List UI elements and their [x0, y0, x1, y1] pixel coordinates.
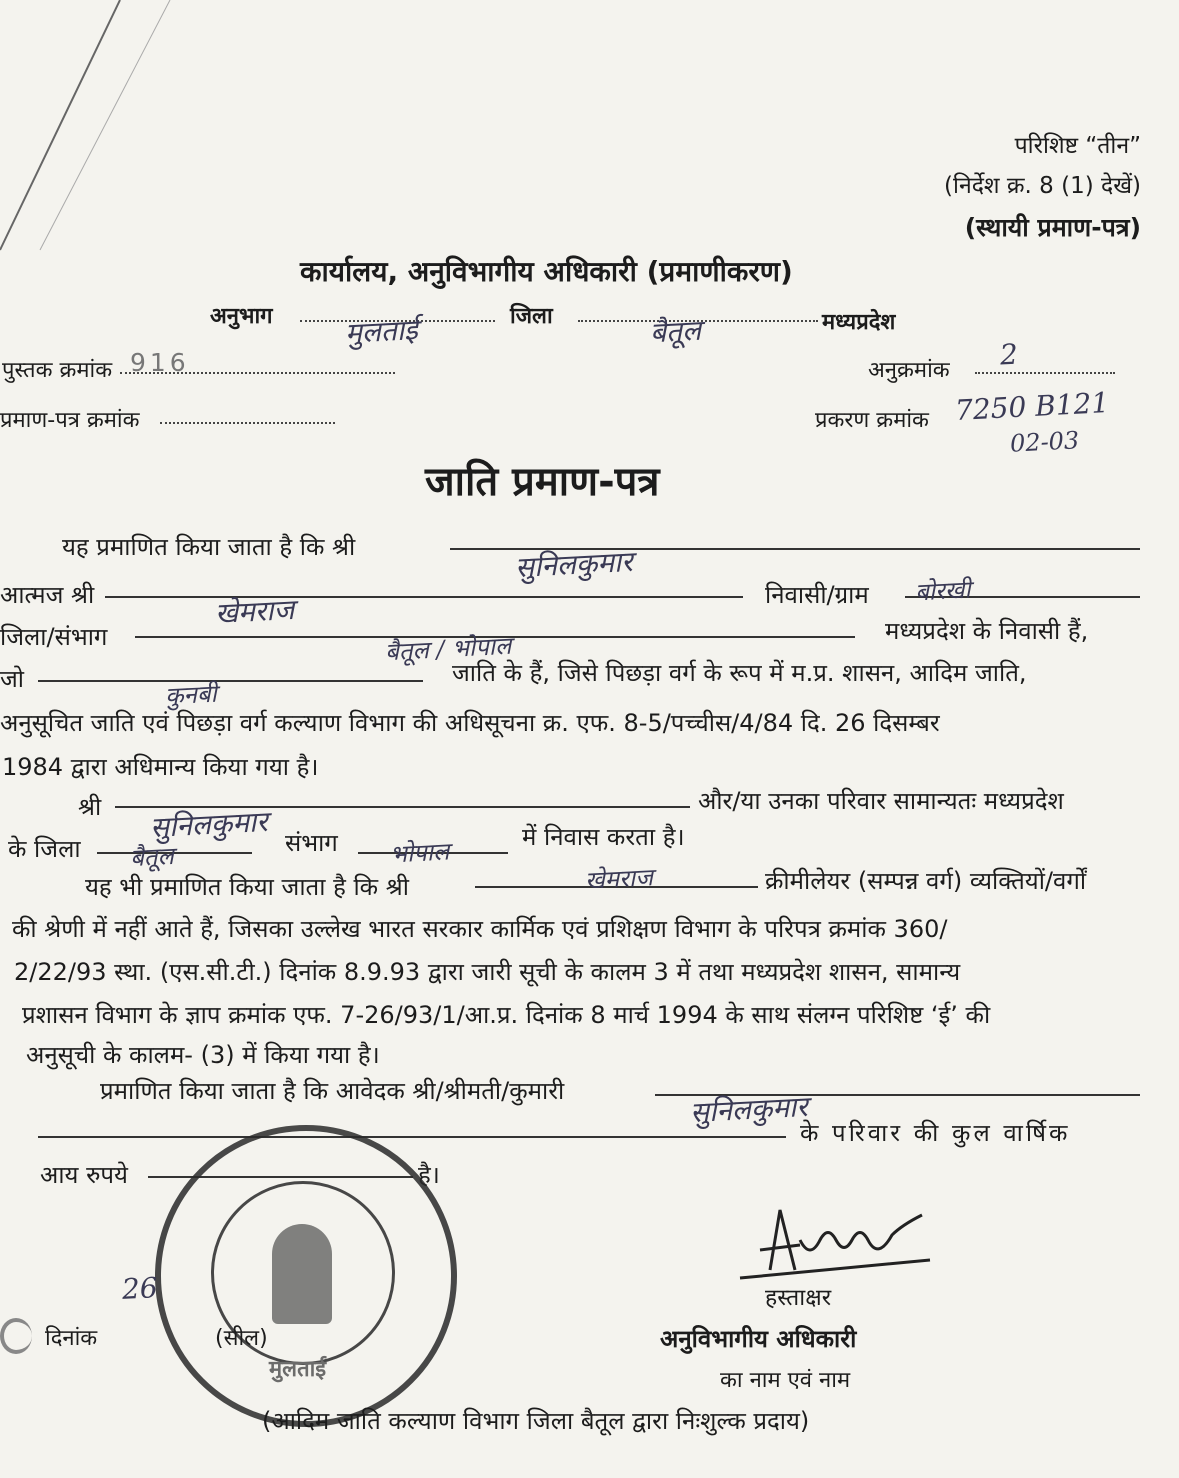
district-division-label: जिला/संभाग — [0, 623, 108, 651]
body-line-9-tail: क्रीमीलेयर (सम्पन्न वर्ग) व्यक्तियों/वर्गों — [765, 867, 1087, 895]
body-line-10: की श्रेणी में नहीं आते हैं, जिसका उल्लेख भारत सरकार कार्मिक एवं प्रशिक्षण विभाग के परिपत्र क्रमांक 360/ — [12, 915, 948, 943]
caste-handwritten: कुनबी — [164, 679, 218, 711]
body-line-4-tail: जाति के हैं, जिसे पिछड़ा वर्ग के रूप में म.प्र. शासन, आदिम जाति, — [452, 659, 1027, 687]
seal-label: (सील) — [215, 1326, 268, 1351]
division-label: संभाग — [285, 829, 338, 857]
body-line-1-text: यह प्रमाणित किया जाता है कि श्री — [62, 533, 356, 561]
case-number-handwritten: 7250 B121 — [954, 385, 1110, 428]
father-name-handwritten-2: खेमराज — [584, 863, 654, 895]
paper-crease-line — [0, 0, 180, 260]
book-number-value: 916 — [130, 348, 190, 377]
date-label: दिनांक — [45, 1326, 98, 1351]
state-label: मध्यप्रदेश — [822, 310, 896, 335]
body-line-6: 1984 द्वारा अधिमान्य किया गया है। — [2, 753, 319, 781]
subdivision-label: अनुभाग — [210, 304, 273, 329]
body-line-9-text: यह भी प्रमाणित किया जाता है कि श्री — [85, 873, 409, 901]
officer-signature — [700, 1200, 980, 1290]
caste-line — [38, 680, 423, 682]
serial-number-handwritten: 2 — [999, 337, 1019, 372]
father-name-line — [105, 596, 743, 598]
certificate-number-label: प्रमाण-पत्र क्रमांक — [0, 408, 140, 433]
certificate-number-dotted-line — [160, 422, 335, 424]
body-line-5: अनुसूचित जाति एवं पिछड़ा वर्ग कल्याण विभाग की अधिसूचना क्र. एफ. 8-5/पच्चीस/4/84 दि. 26 दिसम्बर — [0, 709, 940, 737]
officer-name-label: का नाम एवं नाम — [720, 1368, 851, 1393]
subdivision-handwritten: मुलताई — [344, 313, 419, 350]
case-number-year-handwritten: 02-03 — [1009, 426, 1080, 458]
body-line-12: प्रशासन विभाग के ज्ञाप क्रमांक एफ. 7-26/93/1/आ.प्र. दिनांक 8 मार्च 1994 के साथ संलग्न परिशिष्ट ‘ई’ की — [22, 1001, 991, 1029]
serial-number-label: अनुक्रमांक — [868, 358, 950, 383]
applicant-name-handwritten-3: सुनिलकुमार — [689, 1089, 809, 1130]
signature-label: हस्ताक्षर — [765, 1285, 832, 1311]
body-line-15-tail: के परिवार की कुल वार्षिक — [800, 1119, 1071, 1147]
margin-bracket-icon — [0, 1318, 32, 1354]
appendix-label: परिशिष्ट “तीन” — [1014, 133, 1141, 159]
district-of-label: के जिला — [8, 835, 81, 863]
body-line-7-tail: और/या उनका परिवार सामान्यतः मध्यप्रदेश — [698, 787, 1064, 815]
district-division-handwritten: बैतूल / भोपाल — [384, 631, 512, 667]
father-label: आत्मज श्री — [0, 581, 95, 609]
body-line-11: 2/22/93 स्था. (एस.सी.टी.) दिनांक 8.9.93 द्वारा जारी सूची के कालम 3 में तथा मध्यप्रदेश शासन, सामान्य — [14, 958, 961, 986]
body-line-7-label: श्री — [78, 793, 102, 821]
body-line-14-text: प्रमाणित किया जाता है कि आवेदक श्री/श्रीमती/कुमारी — [100, 1077, 565, 1105]
body-line-3-tail: मध्यप्रदेश के निवासी हैं, — [885, 617, 1089, 645]
income-tail: है। — [418, 1161, 440, 1189]
certificate-type: (स्थायी प्रमाण-पत्र) — [964, 213, 1141, 242]
father-name-handwritten: खेमराज — [214, 592, 295, 631]
seal-place-text: मुलताई — [269, 1357, 327, 1382]
residence-district-line — [97, 852, 252, 854]
resident-village-label: निवासी/ग्राम — [765, 581, 869, 609]
issued-by-note: (आदिम जाति कल्याण विभाग जिला बैतूल द्वारा निःशुल्क प्रदाय) — [262, 1407, 810, 1435]
applicant-name-handwritten-2: सुनिलकुमार — [149, 804, 269, 845]
officer-title: अनुविभागीय अधिकारी — [660, 1325, 857, 1353]
case-number-label: प्रकरण क्रमांक — [815, 408, 929, 433]
body-line-13: अनुसूची के कालम- (3) में किया गया है। — [26, 1041, 380, 1069]
district-label: जिला — [510, 304, 553, 329]
body-line-8-tail: में निवास करता है। — [522, 823, 685, 851]
income-label: आय रुपये — [40, 1161, 128, 1189]
official-seal — [155, 1125, 457, 1427]
district-handwritten: बैतूल — [649, 313, 702, 350]
who-label: जो — [0, 665, 25, 693]
applicant-name-handwritten: सुनिलकुमार — [514, 544, 634, 585]
certificate-title: जाति प्रमाण-पत्र — [425, 459, 660, 505]
serial-number-dotted-line — [975, 372, 1115, 374]
instruction-reference: (निर्देश क्र. 8 (1) देखें) — [944, 173, 1141, 199]
emblem-icon — [272, 1224, 332, 1324]
book-number-label: पुस्तक क्रमांक — [2, 358, 113, 383]
date-handwritten: 26 — [121, 1271, 159, 1306]
office-heading: कार्यालय, अनुविभागीय अधिकारी (प्रमाणीकरण) — [300, 255, 793, 288]
family-line — [38, 1136, 786, 1138]
residence-district-handwritten: बैतूल — [129, 841, 175, 873]
residence-division-handwritten: भोपाल — [389, 837, 450, 869]
village-handwritten: बोरखी — [914, 575, 972, 607]
